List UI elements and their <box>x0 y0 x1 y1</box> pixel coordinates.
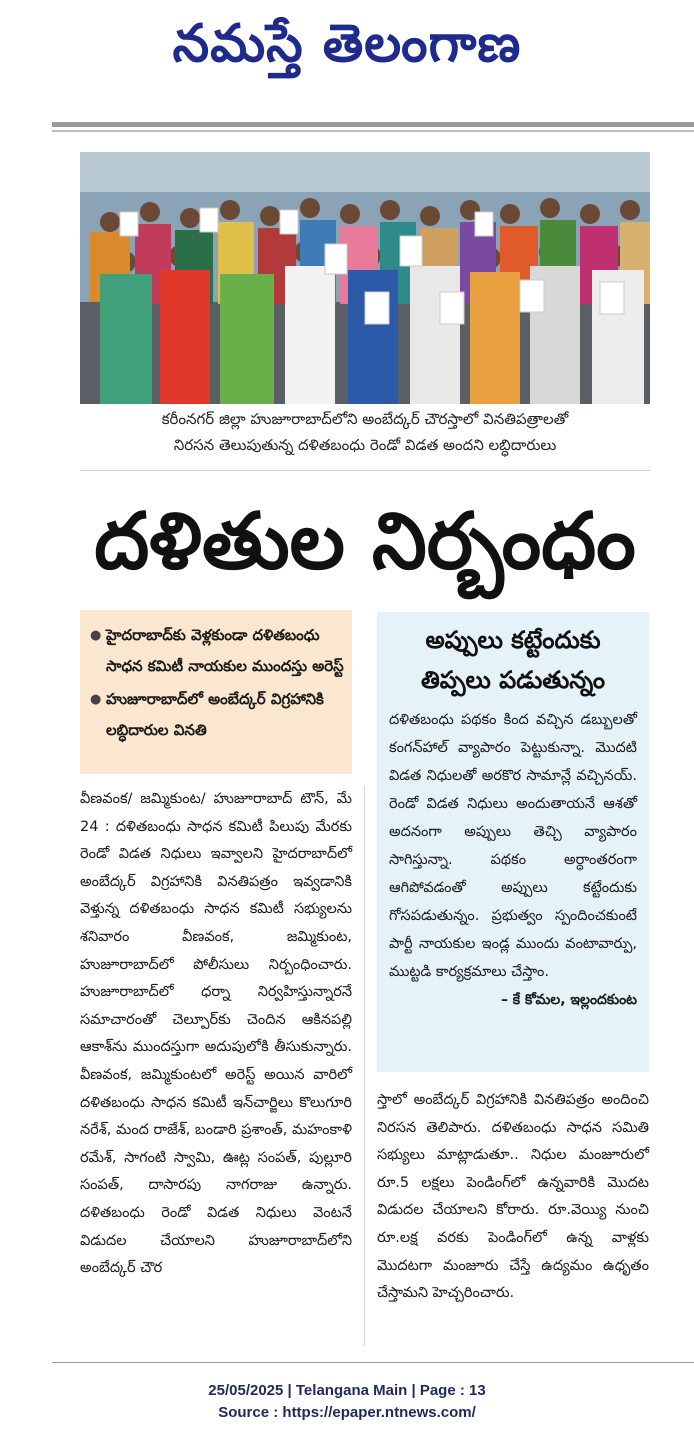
photo-caption <box>80 406 650 458</box>
newspaper-title: నమస్తే తెలంగాణ <box>172 14 522 74</box>
sidebar-credit: – కే కోమల, ఇల్లందకుంట <box>500 992 637 1008</box>
highlights-box <box>80 610 352 774</box>
article-column-1: వీణవంక/ జమ్మికుంట/ హుజూరాబాద్ టౌన్, మే 24 : దళితబంధు సాధన కమిటీ పిలుపు మేరకు రెండో విడత నిధులు ఇవ్వాలని హైదరాబాద్‌లో అంబేద్కర్ విగ్రహానికి వినతిపత్రం ఇవ్వడానికి వెళ్తున్న దళితబంధు సాధన కమిటీ సభ్యులను శనివారం వీణవంక, జమ్మికుంట, హుజూరాబాద్‌లో పోలీసులు నిర్బంధించారు. హుజూరాబాద్‌లో ధర్నా నిర్వహిస్తున్నారనే సమాచారంతో చెల్పూర్‌కు చెందిన ఆకినపల్లి ఆకాశ్‌ను ముందస్తుగా అదుపులోకి తీసుకున్నారు. వీణవంక, జమ్మికుంటలో అరెస్ట్ అయిన వారిలో దళితబంధు సాధన కమిటీ ఇన్‌చార్జిలు కొలుగూరి నరేశ్, మంద రాజేశ్, బండారి ప్రశాంత్, మహంకాళి రమేశ్, సాగంటి స్వామి, ఊట్ల సంపత్, పుల్లూరి సంపత్, దాసారపు నాగరాజు ఉన్నారు. దళితబంధు రెండో విడత నిధులు వెంటనే విడుదల చేయాలని హుజూరాబాద్‌లోని అంబేద్కర్ చౌర <box>80 791 352 1277</box>
sidebar-title <box>389 620 637 700</box>
sidebar-body: దళితబంధు పథకం కింద వచ్చిన డబ్బులతో కంగన్‌హాల్ వ్యాపారం పెట్టుకున్నా. మొదటి విడత నిధులతో అరకొర సామాన్లే వచ్చినయ్. రెండో విడత నిధులు అందుతాయనే ఆశతో అదనంగా అప్పులు తెచ్చి వ్యాపారం సాగిస్తున్నా. పథకం అర్ధాంతరంగా ఆగిపోవడంతో అప్పులు కట్టేందుకు గోసపడుతున్నం. ప్రభుత్వం స్పందించకుంటే పార్టీ నాయకుల ఇండ్ల ముందు వంటావార్పు, ముట్టడి కార్యక్రమాలు చేస్తాం. <box>389 712 637 980</box>
highlight-item <box>90 620 344 682</box>
highlight-text: హైదరాబాద్‌కు వెళ్లకుండా దళితబంధు సాధన కమిటీ నాయకుల ముందస్తు అరెస్ట్ <box>106 626 344 675</box>
masthead <box>0 0 694 100</box>
sidebar-title-line-1: అప్పులు కట్టేందుకు <box>425 626 601 654</box>
page-footer <box>0 1380 694 1424</box>
highlight-text: హుజూరాబాద్‌లో అంబేద్కర్ విగ్రహానికి లబ్ధిదారుల వినతి <box>106 690 324 739</box>
column-divider <box>364 786 365 1346</box>
footer-edition-info: 25/05/2025 | Telangana Main | Page : 13 <box>208 1382 486 1399</box>
bullet-icon: ● <box>90 628 102 643</box>
highlight-item <box>90 684 344 746</box>
footer-rule <box>52 1362 694 1363</box>
sidebar-quote-box <box>377 612 649 1072</box>
protest-photo <box>80 152 650 404</box>
article-column-2: స్తాలో అంబేద్కర్ విగ్రహానికి వినతిపత్రం అందించి నిరసన తెలిపారు. దళితబంధు సాధన సమితి సభ్యులు మాట్లాడుతూ.. నిధుల మంజూరులో రూ.5 లక్షలు పెండింగ్‌లో ఉన్నవారికి మొదట విడుదల చేయాలని కోరారు. రూ.వెయ్యి నుంచి రూ.లక్ష వరకు పెండింగ్‌లో ఉన్న వాళ్లకు మొదటగా మంజూరు చేస్తే ఉద్యమం ఉధృతం చేస్తామని హెచ్చరించారు. <box>377 1092 649 1302</box>
caption-line-1: కరీంనగర్ జిల్లా హుజూరాబాద్‌లోని అంబేద్కర్ చౌరస్తాలో వినతిపత్రాలతో <box>161 410 569 428</box>
masthead-rule-thin <box>52 130 694 132</box>
footer-source-link[interactable]: Source : https://epaper.ntnews.com/ <box>218 1404 476 1421</box>
caption-line-2: నిరసన తెలుపుతున్న దళితబంధు రెండో విడత అందని లబ్ధిదారులు <box>173 436 557 454</box>
article-headline: దళితుల నిర్బంధం <box>94 497 636 587</box>
protest-photo-illustration <box>80 152 650 404</box>
sidebar-title-line-2: తిప్పలు పడుతున్నం <box>420 666 606 694</box>
bullet-icon: ● <box>90 692 102 707</box>
caption-divider <box>80 470 650 471</box>
masthead-rule-thick <box>52 122 694 127</box>
